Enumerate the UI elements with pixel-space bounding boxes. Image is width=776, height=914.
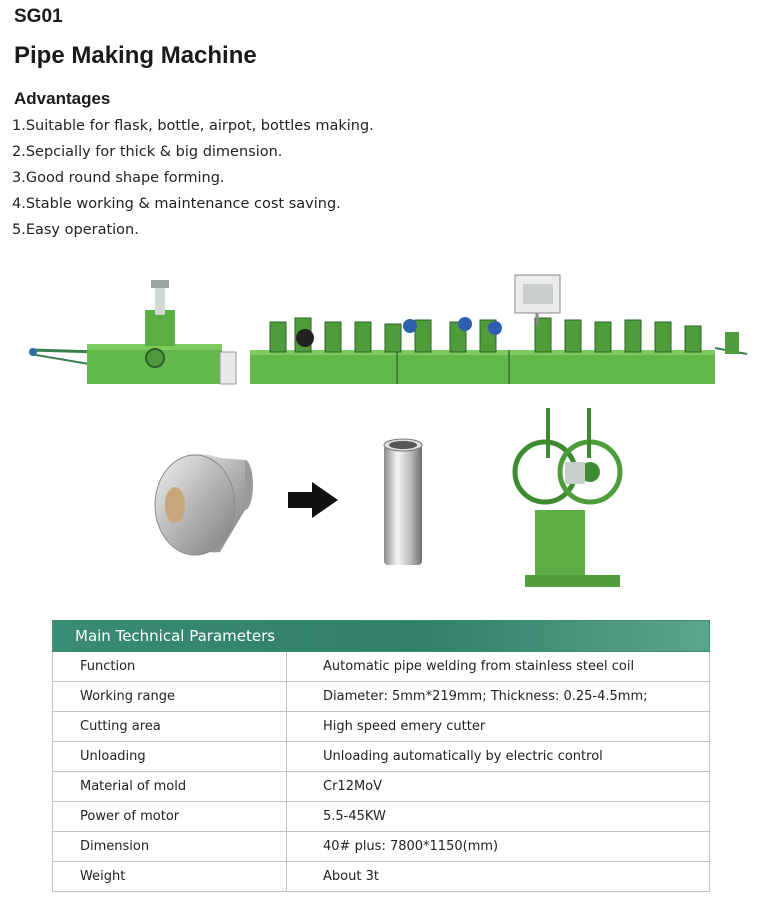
table-row <box>53 772 710 802</box>
param-value: Cr12MoV <box>287 772 710 802</box>
param-value: About 3t <box>287 862 710 892</box>
table-row <box>53 652 710 682</box>
param-value: Automatic pipe welding from stainless steel coil <box>287 652 710 682</box>
table-row <box>53 712 710 742</box>
technical-parameters-table <box>52 620 710 892</box>
advantage-item: 1.Suitable for flask, bottle, airpot, bottles making. <box>12 118 374 134</box>
table-title: Main Technical Parameters <box>53 621 710 652</box>
page-title: Pipe Making Machine <box>14 42 257 69</box>
advantages-list <box>12 115 374 245</box>
param-value: 5.5-45KW <box>287 802 710 832</box>
advantage-item: 5.Easy operation. <box>12 222 139 238</box>
table-row <box>53 862 710 892</box>
table-row <box>53 832 710 862</box>
param-label: Dimension <box>53 832 287 862</box>
advantage-item: 4.Stable working & maintenance cost saving. <box>12 196 341 212</box>
param-value: High speed emery cutter <box>287 712 710 742</box>
param-label: Power of motor <box>53 802 287 832</box>
param-value: Diameter: 5mm*219mm; Thickness: 0.25-4.5mm; <box>287 682 710 712</box>
param-label: Unloading <box>53 742 287 772</box>
pipe-production-line-image <box>25 270 750 390</box>
steel-coil-icon <box>155 454 253 555</box>
advantage-item: 2.Sepcially for thick & big dimension. <box>12 144 283 160</box>
table-row <box>53 682 710 712</box>
param-label: Weight <box>53 862 287 892</box>
steel-pipe-icon <box>384 439 422 565</box>
table-row <box>53 742 710 772</box>
arrow-right-icon <box>288 482 338 518</box>
param-label: Cutting area <box>53 712 287 742</box>
param-value: 40# plus: 7800*1150(mm) <box>287 832 710 862</box>
advantage-item: 3.Good round shape forming. <box>12 170 225 186</box>
param-label: Working range <box>53 682 287 712</box>
advantages-heading: Advantages <box>14 89 111 108</box>
table-header-row <box>53 621 710 652</box>
param-label: Material of mold <box>53 772 287 802</box>
model-code: SG01 <box>14 6 63 27</box>
table-row <box>53 802 710 832</box>
param-label: Function <box>53 652 287 682</box>
decoiler-icon <box>515 408 620 587</box>
param-value: Unloading automatically by electric control <box>287 742 710 772</box>
coil-to-pipe-image <box>150 400 630 600</box>
